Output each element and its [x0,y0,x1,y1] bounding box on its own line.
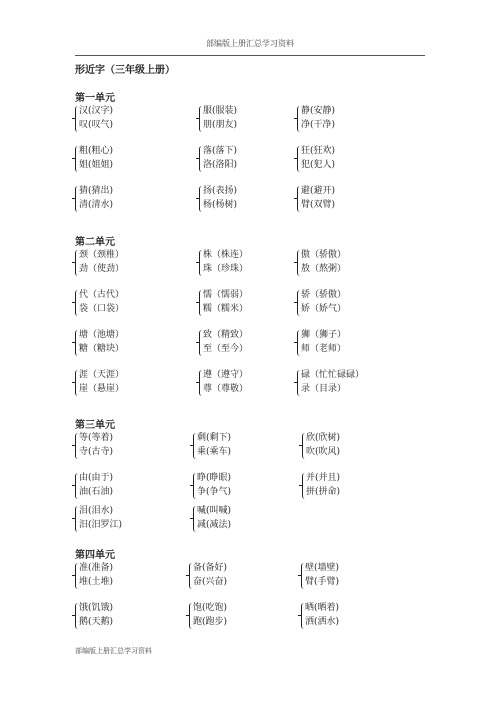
char-entry: 由(由于) [79,473,114,483]
char-entry: 吹(吹风) [306,447,341,457]
char-entry: 备(备好) [193,563,228,573]
char-entry: 并(并且) [306,473,341,483]
char-entry: 服(服装) [203,106,238,116]
unit-heading: 第二单元 [75,237,115,248]
char-pair [302,472,412,500]
char-entry: 珠（珍珠） [203,264,249,274]
char-entry: 猜(猜出) [79,186,114,196]
char-pair [75,369,185,397]
char-pair [75,432,185,460]
char-entry: 避(避开) [301,186,336,196]
unit-heading: 第四单元 [75,550,115,561]
char-entry: 狮（狮子） [301,330,347,340]
char-pair [199,105,309,133]
char-entry: 洒(洒水) [305,617,340,627]
char-pair [199,185,309,213]
char-pair [75,289,185,317]
char-entry: 袋（口袋） [79,304,125,314]
char-entry: 狂(狂欢) [301,146,336,156]
char-entry: 争(争气) [197,487,232,497]
char-pair [297,105,407,133]
char-entry: 静(安静) [301,106,336,116]
char-entry: 洛(洛阳) [203,160,238,170]
char-pair [75,472,185,500]
char-entry: 糖（糖块） [79,344,125,354]
char-pair [302,432,412,460]
char-entry: 尊（尊敬） [203,384,249,394]
char-entry: 欣(欣树) [306,433,341,443]
char-pair [297,289,407,317]
char-pair [297,369,407,397]
char-entry: 油(石油) [79,487,114,497]
char-pair [193,432,303,460]
char-entry: 粗(粗心) [79,146,114,156]
char-entry: 犯(犯人) [301,160,336,170]
page-title: 形近字（三年级上册） [75,65,175,76]
page-header: 部编版上册汇总学习资料 [206,39,294,48]
char-entry: 糯（糯米） [203,304,249,314]
char-entry: 傲（骄傲） [301,250,347,260]
char-entry: 准(准备) [79,563,114,573]
char-entry: 至（至今） [203,344,249,354]
char-entry: 拼(拼命) [306,487,341,497]
char-entry: 遵（遵守） [203,370,249,380]
char-pair [297,145,407,173]
char-pair [301,562,411,590]
char-entry: 睁(睁眼) [197,473,232,483]
char-entry: 颈（颈椎） [79,250,125,260]
char-entry: 寺(古寺) [79,447,114,457]
char-entry: 株（株连） [203,250,249,260]
char-entry: 懦（懦弱） [203,290,249,300]
char-pair [75,602,185,630]
char-entry: 塘（池塘） [79,330,125,340]
page-footer: 部编版上册汇总学习资料 [75,647,152,655]
char-entry: 代（古代） [79,290,125,300]
char-entry: 骄（骄傲） [301,290,347,300]
char-entry: 致（精致） [203,330,249,340]
char-pair [199,249,309,277]
char-entry: 涯（天涯） [79,370,125,380]
char-entry: 饿(饥饿) [79,603,114,613]
char-entry: 汨(汨罗江) [79,520,123,530]
char-entry: 饱(吃饱) [193,603,228,613]
char-entry: 杨(杨树) [203,200,238,210]
char-entry: 姐(姐姐) [79,160,114,170]
char-pair [75,185,185,213]
unit-heading: 第三单元 [75,420,115,431]
char-entry: 臂(手臂) [305,577,340,587]
char-pair [75,145,185,173]
char-entry: 朋(朋友) [203,120,238,130]
char-entry: 减(减法) [197,520,232,530]
header-rule [75,55,425,56]
char-entry: 净(干净) [301,120,336,130]
char-pair [75,505,185,533]
char-entry: 录（目录） [301,384,347,394]
char-pair [75,249,185,277]
char-entry: 等(等着) [79,433,114,443]
char-pair [193,505,303,533]
char-entry: 剩(剩下) [197,433,232,443]
char-entry: 乘(乘车) [197,447,232,457]
char-pair [199,289,309,317]
char-entry: 堆(土堆) [79,577,114,587]
char-entry: 壁(墙壁) [305,563,340,573]
char-entry: 崖（悬崖） [79,384,125,394]
char-entry: 鹅(天鹅) [79,617,114,627]
char-pair [199,369,309,397]
char-entry: 汉(汉字) [79,106,114,116]
char-entry: 叹(叹气) [79,120,114,130]
char-entry: 师（老师） [301,344,347,354]
char-entry: 落(落下) [203,146,238,156]
char-pair [189,562,299,590]
char-entry: 喊(叫喊) [197,506,232,516]
char-pair [297,249,407,277]
char-entry: 清(清水) [79,200,114,210]
char-pair [301,602,411,630]
char-pair [199,329,309,357]
unit-heading: 第一单元 [75,93,115,104]
char-pair [199,145,309,173]
char-entry: 臂(双臂) [301,200,336,210]
char-entry: 晒(晒着) [305,603,340,613]
char-pair [193,472,303,500]
char-entry: 泪(泪水) [79,506,114,516]
char-pair [75,329,185,357]
char-pair [189,602,299,630]
char-entry: 敖（熬粥） [301,264,347,274]
char-entry: 碌（忙忙碌碌） [301,370,365,380]
char-entry: 娇（娇气） [301,304,347,314]
char-pair [75,562,185,590]
char-pair [297,329,407,357]
char-pair [297,185,407,213]
char-entry: 奋(兴奋) [193,577,228,587]
char-entry: 跑(跑步) [193,617,228,627]
char-entry: 劲（使劲） [79,264,125,274]
char-entry: 扬(表扬) [203,186,238,196]
char-pair [75,105,185,133]
